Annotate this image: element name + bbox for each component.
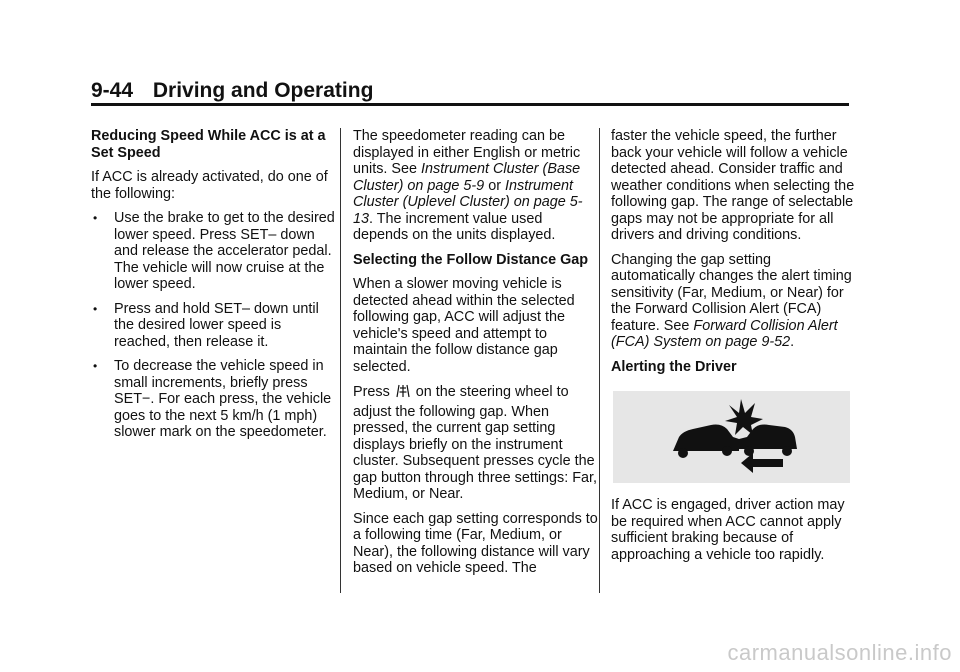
collision-alert-icon <box>613 391 850 483</box>
arrow-left-icon <box>741 453 783 473</box>
list-item-text: Use the brake to get to the desired lower speed. Press SET– down and release the accelerator pedal. The vehicle will now cruise at the lower speed. <box>114 210 335 292</box>
column-2 <box>353 128 598 585</box>
column-1 <box>91 128 336 449</box>
heading-alerting-driver: Alerting the Driver <box>611 358 737 375</box>
text: on the steering wheel to adjust the following gap. When pressed, the current gap setting displays briefly on the instrument cluster. Subsequent presses cycle the gap button through three settings: Far, Medium, or Near. <box>353 384 598 502</box>
column-divider-1 <box>340 128 341 593</box>
text: or <box>484 177 505 194</box>
list-item <box>91 210 336 293</box>
rear-car-icon <box>673 425 739 459</box>
text: Press <box>353 384 394 400</box>
press-gap-paragraph <box>353 383 598 503</box>
list-item <box>91 358 336 441</box>
page-header <box>91 78 849 104</box>
column-3 <box>611 128 856 571</box>
speedometer-paragraph <box>353 128 598 244</box>
heading-reducing-speed: Reducing Speed While ACC is at a Set Speed <box>91 128 326 161</box>
gap-setting-paragraph: Since each gap setting corresponds to a following time (Far, Medium, or Near), the following distance will vary based on vehicle speed. The <box>353 510 598 576</box>
page-number: 9-44 <box>91 79 134 102</box>
text: . The increment value used depends on the units displayed. <box>353 210 556 243</box>
watermark: carmanualsonline.info <box>727 640 952 665</box>
acc-engaged-paragraph: If ACC is engaged, driver action may be required when ACC cannot apply sufficient braking because of approaching a vehicle too rapidly. <box>611 497 845 563</box>
list-item <box>91 301 336 351</box>
follow-gap-paragraph: When a slower moving vehicle is detected ahead within the selected following gap, ACC will adjust the vehicle's speed and attempt to maintain the follow distance gap selected. <box>353 276 575 375</box>
heading-follow-distance: Selecting the Follow Distance Gap <box>353 251 589 268</box>
text: . <box>790 334 795 350</box>
link-forward-collision-alert[interactable]: Forward Collision Alert (FCA) System on page 9-52 <box>611 317 838 350</box>
bullet-icon: • <box>93 301 98 316</box>
list-item-text: Press and hold SET– down until the desired lower speed is reached, then release it. <box>114 300 319 350</box>
link-instrument-cluster-base[interactable]: Instrument Cluster (Base Cluster) on page 5-9 <box>353 161 581 194</box>
header-rule <box>91 103 849 106</box>
link-instrument-cluster-uplevel[interactable]: Instrument Cluster (Uplevel Cluster) on page 5-13 <box>353 177 583 227</box>
bullet-list <box>91 210 336 441</box>
bullet-icon: • <box>93 211 98 225</box>
section-title: Driving and Operating <box>152 79 374 102</box>
vehicle-speed-paragraph: faster the vehicle speed, the further back your vehicle will follow a vehicle detected ahead. Consider traffic and weather conditions when selecting the following gap. The range of selectable gaps may not be appropriate for all drivers and driving conditions. <box>611 128 855 243</box>
column-divider-2 <box>599 128 600 593</box>
text: The speedometer reading can be displayed in either English or metric units. See <box>353 128 581 177</box>
collision-alert-figure <box>613 391 850 483</box>
list-item-text: To decrease the vehicle speed in small increments, briefly press SET−. For each press, the vehicle goes to the next 5 km/h (1 mph) slower mark on the speedometer. <box>114 358 332 440</box>
intro-paragraph: If ACC is already activated, do one of the following: <box>91 169 328 202</box>
bullet-icon: • <box>93 359 98 373</box>
gap-alert-paragraph <box>611 252 856 351</box>
text: Changing the gap setting automatically changes the alert timing sensitivity (Far, Medium, or Near) for the Forward Collision Alert (FCA) feature. See <box>611 251 852 334</box>
follow-gap-icon <box>396 383 410 404</box>
